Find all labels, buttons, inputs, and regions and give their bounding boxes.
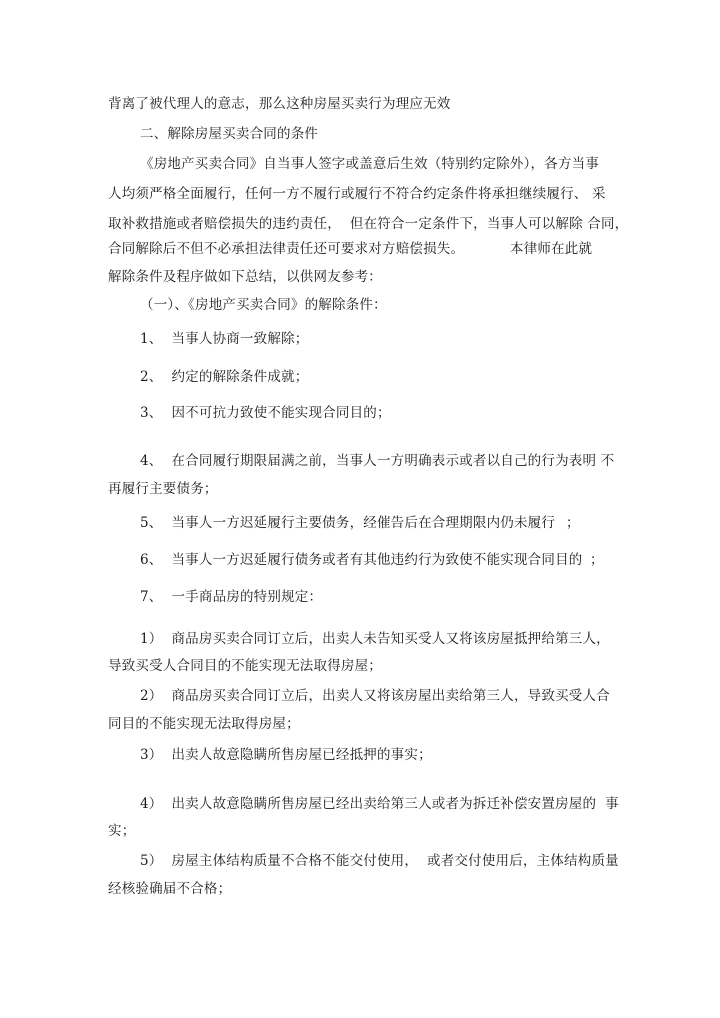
- list-item-1: 1、 当事人协商一致解除；: [140, 331, 309, 347]
- list-item-6: 6、 当事人一方迟延履行债务或者有其他违约行为致使不能实现合同目的: [140, 552, 583, 568]
- list-item-4-cont: 再履行主要债务；: [108, 481, 218, 497]
- sub-item-1-cont: 导致买受人合同目的不能实现无法取得房屋；: [108, 658, 382, 674]
- subsection-heading: （一）、《房地产买卖合同》的解除条件：: [140, 297, 387, 313]
- text-line-1: 背离了被代理人的意志，那么这种房屋买卖行为理应无效: [108, 96, 451, 112]
- sub-item-5: 5） 房屋主体结构质量不合格不能交付使用， 或者交付使用后，主体结构质量: [140, 853, 619, 869]
- sub-item-2-cont: 同目的不能实现无法取得房屋；: [108, 716, 300, 732]
- list-item-5: 5、 当事人一方迟延履行主要债务，经催告后在合理期限内仍未履行: [140, 515, 556, 531]
- text-line-7: 解除条件及程序做如下总结，以供网友参考：: [108, 269, 382, 285]
- list-item-2: 2、 约定的解除条件成就；: [140, 369, 309, 385]
- sub-item-5-cont: 经核验确届不合格；: [108, 881, 232, 897]
- text-line-6: 合同解除后不但不必承担法律责任还可要求对方赔偿损失。: [108, 241, 465, 257]
- sub-item-1: 1） 商品房买卖合同订立后，出卖人未告知买受人又将该房屋抵押给第三人，: [140, 631, 610, 647]
- list-item-4: 4、 在合同履行期限届满之前，当事人一方明确表示或者以自己的行为表明 不: [140, 453, 615, 469]
- list-item-7: 7、 一手商品房的特别规定：: [140, 589, 323, 605]
- list-item-6-end: ；: [590, 552, 604, 568]
- text-line-3: 《房地产买卖合同》自当事人签字或盖意后生效（特别约定除外），各方当事: [140, 156, 600, 172]
- text-line-6b: 本律师在此就: [510, 241, 593, 257]
- list-item-5-end: ；: [566, 515, 580, 531]
- section-heading-2: 二、解除房屋买卖合同的条件: [140, 126, 319, 142]
- sub-item-4: 4） 出卖人故意隐瞒所售房屋已经出卖给第三人或者为拆迁补偿安置房屋的 事: [140, 796, 619, 812]
- list-item-3: 3、 因不可抗力致使不能实现合同目的；: [140, 405, 391, 421]
- text-line-4: 人均须严格全面履行，任何一方不履行或履行不符合约定条件将承担继续履行、 采: [108, 186, 606, 202]
- sub-item-4-cont: 实；: [108, 823, 136, 839]
- sub-item-2: 2） 商品房买卖合同订立后，出卖人又将该房屋出卖给第三人，导致买受人合: [140, 688, 610, 704]
- text-line-5: 取补救措施或者赔偿损失的违约责任， 但在符合一定条件下，当事人可以解除 合同，: [108, 216, 629, 232]
- sub-item-3: 3） 出卖人故意隐瞒所售房屋已经抵押的事实；: [140, 747, 432, 763]
